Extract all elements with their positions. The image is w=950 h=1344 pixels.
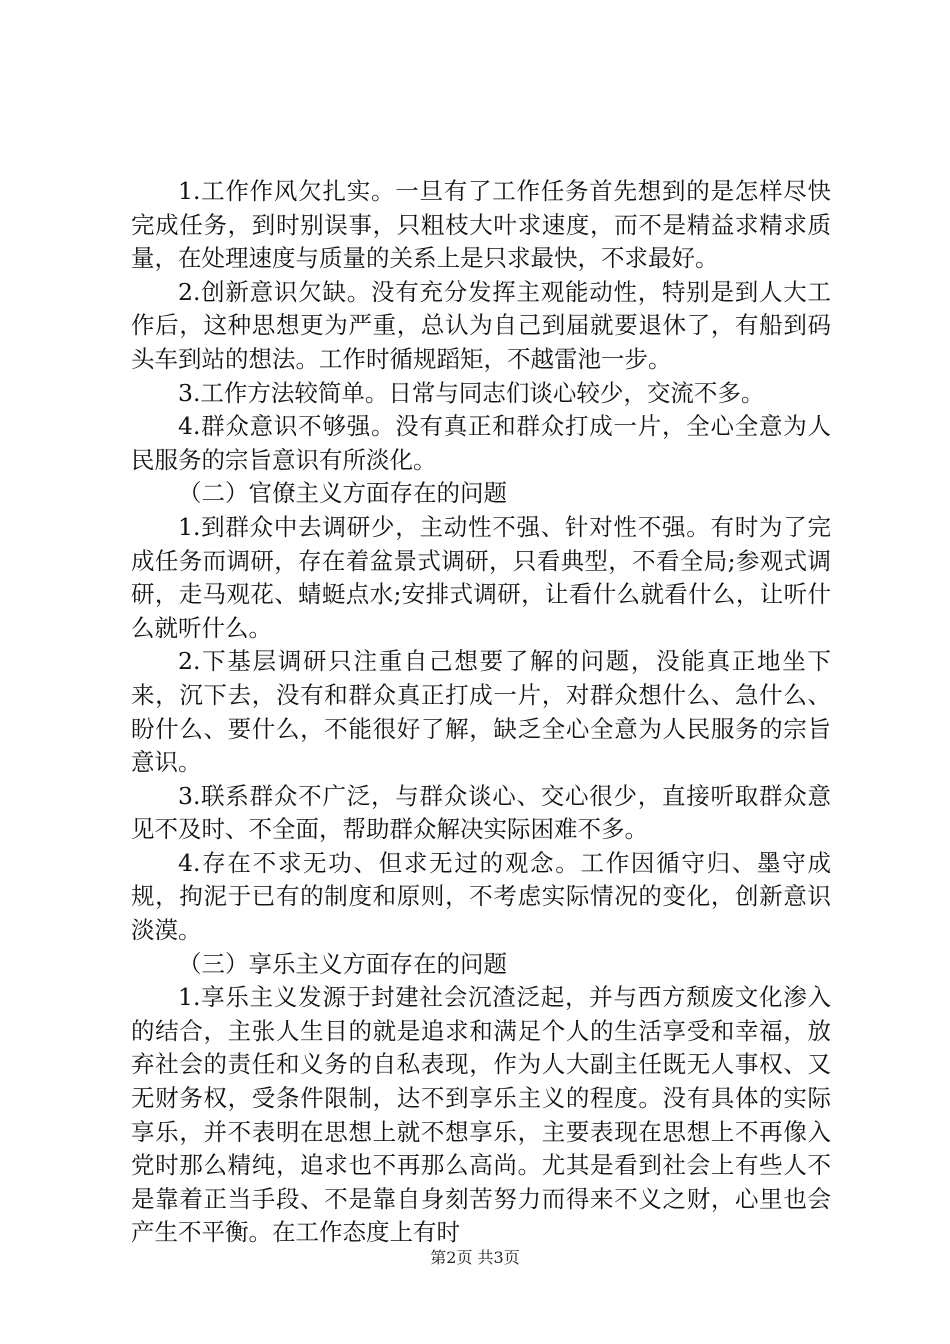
paragraph-7: 3.联系群众不广泛，与群众谈心、交心很少，直接听取群众意见不及时、不全面，帮助群众解决实际困难不多。 (131, 781, 831, 844)
paragraph-9: 1.享乐主义发源于封建社会沉渣泛起，并与西方颓废文化渗入的结合，主张人生目的就是追求和满足个人的生活享受和幸福，放弃社会的责任和义务的自私表现，作为人大副主任既无人事权、又无财务权，受条件限制，达不到享乐主义的程度。没有具体的实际享乐，并不表明在思想上就不想享乐，主要表现在思想上不再像入党时那么精纯，追求也不再那么高尚。尤其是看到社会上有些人不是靠着正当手段、不是靠自身刻苦努力而得来不义之财，心里也会产生不平衡。在工作态度上有时 (131, 983, 831, 1247)
paragraph-3: 3.工作方法较简单。日常与同志们谈心较少，交流不多。 (178, 378, 765, 407)
paragraph-8: 4.存在不求无功、但求无过的观念。工作因循守归、墨守成规，拘泥于已有的制度和原则，不考虑实际情况的变化，创新意识淡漠。 (131, 848, 831, 945)
page-footer: 第2页 共3页 (430, 1248, 520, 1267)
document-body (131, 175, 831, 1250)
paragraph-4: 4.群众意识不够强。没有真正和群众打成一片，全心全意为人民服务的宗旨意识有所淡化。 (131, 412, 831, 474)
section-heading-2: （二）官僚主义方面存在的问题 (178, 479, 507, 508)
paragraph-2: 2.创新意识欠缺。没有充分发挥主观能动性，特别是到人大工作后，这种思想更为严重，总认为自己到届就要退休了，有船到码头车到站的想法。工作时循规蹈矩，不越雷池一步。 (131, 277, 831, 373)
paragraph-1: 1.工作作风欠扎实。一旦有了工作任务首先想到的是怎样尽快完成任务，到时别误事，只粗枝大叶求速度，而不是精益求精求质量，在处理速度与质量的关系上是只求最快，不求最好。 (131, 177, 831, 273)
section-heading-3: （三）享乐主义方面存在的问题 (178, 949, 507, 978)
paragraph-5: 1.到群众中去调研少，主动性不强、针对性不强。有时为了完成任务而调研，存在着盆景式调研，只看典型，不看全局;参观式调研，走马观花、蜻蜓点水;安排式调研，让看什么就看什么，让听什么就听什么。 (131, 512, 831, 642)
paragraph-6: 2.下基层调研只注重自己想要了解的问题，没能真正地坐下来，沉下去，没有和群众真正打成一片，对群众想什么、急什么、盼什么、要什么，不能很好了解，缺乏全心全意为人民服务的宗旨意识。 (131, 647, 831, 777)
